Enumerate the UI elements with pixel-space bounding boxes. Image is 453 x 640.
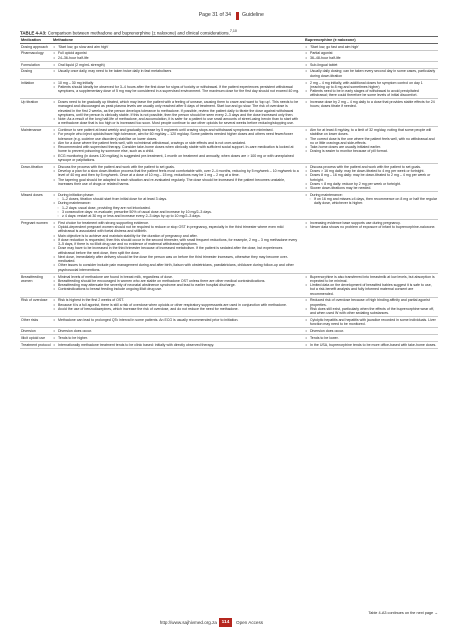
methadone-cell — [52, 220, 304, 273]
buprenorphine-cell — [304, 164, 438, 191]
bullet-item: • Doses > 16 mg daily: may be down-titrated to 4 mg per week or fortnight. — [305, 169, 437, 173]
bullet-list — [305, 51, 437, 60]
row-label: Missed doses — [21, 192, 43, 197]
methadone-cell — [52, 192, 304, 219]
bullet-item: • In the USA, buprenorphine tends to be more office-based with take-home doses. — [305, 343, 437, 347]
bullet-list — [53, 100, 300, 126]
table-caption-label: TABLE 4-A3: — [20, 30, 47, 36]
bullet-item: • Discuss the process with the patient and work with the patient to set goals. — [53, 165, 300, 169]
bullet-item: • ECG monitoring (in doses 120 mg/day) is suggested pre-treatment, 1 month on treatment and annually; when doses are > 100 mg or with unexplained syncope or palpitations. — [53, 154, 300, 163]
bullet-item: • Recommended with supervised therapy. Consider take-home doses when clinically stable with sufficient social support. In-care medication is locked at home to prevent poisoning by someone else, such as a child. — [53, 145, 300, 154]
bullet-list — [305, 45, 437, 49]
row-label: Risk of overdose — [21, 298, 48, 303]
bullet-item: • Full opioid agonist — [53, 51, 300, 55]
row-label: Formulation — [21, 62, 40, 67]
bullet-list — [53, 221, 300, 272]
bullet-list — [53, 318, 300, 322]
bullet-list — [305, 318, 437, 327]
buprenorphine-cell — [304, 69, 438, 79]
bullet-item: • 'Start low, go slow and aim high' — [53, 45, 300, 49]
table-row — [20, 164, 438, 192]
bullet-list — [53, 329, 300, 333]
row-label: Breastfeeding women — [21, 274, 43, 283]
row-label: Down-titration — [21, 164, 43, 169]
bullet-list — [53, 336, 300, 340]
buprenorphine-cell — [304, 127, 438, 163]
bullet-item: • Methadone can lead to prolonged QTc interval in some patients. An ECG is usually recommended prior to initiation. — [53, 318, 300, 322]
table-row — [20, 220, 438, 274]
bullet-item: • Increase dose by 2 mg – 4 mg daily to a dose that provides stable effects for 24 hours; doses titrate if needed. — [305, 100, 437, 109]
page-footer — [0, 618, 453, 630]
row-label: Initiation — [21, 80, 35, 85]
bullet-item: • Slower down-titrations may be needed. — [305, 186, 437, 190]
table-caption — [20, 29, 440, 35]
bullet-item: ◦ 1–2 days: usual dose, providing they are not intoxicated. — [53, 206, 300, 210]
table-row — [20, 99, 438, 127]
bullet-list — [53, 63, 300, 67]
bullet-list — [305, 298, 437, 315]
methadone-cell — [52, 328, 304, 334]
bullet-item: • Next dose, immediately after delivery should be the dose the person was on before the third trimester increases, otherwise they may become over-medicated. — [53, 255, 300, 264]
bullet-item: ◦ ≥ 4 days: restart at 30 mg or less and increase every 2–3 days by up to 10 mg/2–3 days. — [53, 214, 300, 218]
page-header — [0, 10, 453, 24]
buprenorphine-cell — [304, 192, 438, 219]
bullet-list — [305, 343, 437, 347]
bullet-item: • Risk is highest in the first 2 weeks of OST. — [53, 298, 300, 302]
page-number: 114 — [219, 618, 232, 627]
bullet-item: • Usually daily dosing; can be taken every second day in some cases, particularly during down-titration — [305, 69, 437, 78]
methadone-cell — [52, 335, 304, 341]
bullet-item: • Dosing is easier to monitor because of pill format. — [305, 149, 437, 153]
bullet-item: • Discuss process with the patient and work with the patient to set goals. — [305, 165, 437, 169]
bullet-item: • 36–48-hour half-life — [305, 56, 437, 60]
methadone-cell — [52, 127, 304, 163]
table-row — [20, 80, 438, 100]
bullet-item: • Sub-lingual tablet — [305, 63, 437, 67]
bullet-item: • Risk does still exist, particularly when the effects of the buprenorphine wear off, and when used W with other sedating substances. — [305, 307, 437, 316]
row-label: Dosing approach — [21, 44, 48, 49]
table-row — [20, 127, 438, 164]
bullet-item: • 'Start low, go fast and aim high' — [305, 45, 437, 49]
bullet-item: • Aim for a dose where the patient feels well, with no/minimal withdrawal, cravings or side effects and is not over-sedated. — [53, 141, 300, 145]
methadone-cell — [52, 164, 304, 191]
bullet-item: • Other issues to consider include pain management during and after birth, liaison with obstetricians, paediatricians, childcare during follow-up and other psychosocial interventions. — [53, 263, 300, 272]
methadone-cell — [52, 342, 304, 348]
bullet-item: • Minimal levels of methadone are found in breast milk, regardless of dose. — [53, 275, 300, 279]
methadone-cell — [52, 317, 304, 327]
comparison-table — [20, 36, 438, 349]
methadone-cell — [52, 44, 304, 50]
bullet-item: • The tapering goal should be adapted to each situation and re-evaluated regularly. The dose should be increased if the patient becomes unstable, increases their use of drugs or related harms. — [53, 178, 300, 187]
bullet-item: • Tends to be lower. — [305, 336, 437, 340]
row-label: Dosing — [21, 69, 33, 74]
bullet-list — [305, 69, 437, 78]
row-label: Up titration — [21, 100, 39, 105]
methadone-cell — [52, 51, 304, 61]
row-label: Illicit opioid use — [21, 335, 46, 340]
bullet-item: • Main objective is to achieve and maintain stability for the duration of pregnancy and after. — [53, 234, 300, 238]
page-indicator: Page 31 of 34 — [198, 12, 231, 18]
buprenorphine-cell — [304, 298, 438, 317]
buprenorphine-cell — [304, 274, 438, 297]
bullet-item: • Doses need to be gradually up titrated, which may leave the patient with a feeling of unease, causing them to crave and want to 'top up'. This needs to be managed and discouraged as peak plasma levels are usually only reached after 5 days of treatment. Start low and go slow. The risk of overdose is elevated in the first 2 weeks, as the person develops tolerance to methadone. If possible, review the patient daily to titrate the dose against withdrawal symptoms, until the person is clinically stable. If this is not possible, then the person should be seen every 2–3 days and the dose increased only then. — [53, 100, 300, 117]
column-header-methadone: Methadone — [53, 37, 74, 42]
table-row — [20, 69, 438, 80]
bullet-list — [305, 336, 437, 340]
buprenorphine-cell — [304, 99, 438, 126]
bullet-list — [53, 81, 300, 94]
bullet-list — [305, 275, 437, 296]
bullet-item: • Contraindications to breast feeding include ongoing illicit drug use. — [53, 287, 300, 291]
bullet-item: • Partial agonist — [305, 51, 437, 55]
table-row — [20, 274, 438, 298]
bullet-item: • Usually once daily, may need to be taken twice daily in fast metabolisers — [53, 69, 300, 73]
bullet-item: • Because it is a full agonist, there is still a risk of overdose when opioids or other respiratory suppressants are used in conjunction with methadone. — [53, 303, 300, 307]
bullet-item: • The correct dose is the one where the patient feels well, with no withdrawal and no or little cravings and side-effects. — [305, 137, 437, 146]
bullet-list — [53, 165, 300, 186]
open-access-label: Open Access — [236, 620, 264, 625]
bullet-item: • Continue to see patient at least weekly and gradually increase by 5 mg/week until craving stops and withdrawal symptoms are minimised. — [53, 128, 300, 132]
bullet-list — [53, 69, 300, 73]
buprenorphine-cell — [304, 220, 438, 273]
buprenorphine-cell — [304, 335, 438, 341]
table-header-row — [20, 37, 438, 44]
methadone-cell — [52, 62, 304, 68]
bullet-item: • First choice for treatment with strong supporting evidence. — [53, 221, 300, 225]
buprenorphine-cell — [304, 62, 438, 68]
methadone-cell — [52, 298, 304, 317]
bullet-item: • Doses 8 mg – 16 mg daily: may be down-titrated to 2 mg – 4 mg per week or fortnight. — [305, 173, 437, 182]
table-row — [20, 62, 438, 69]
table-caption-text: Comparison between methadone and buprenorphine (± naloxone) and clinical considerations. — [47, 30, 230, 36]
bullet-item: • Newer data shows no problem of exposure of infant to buprenorphine-naloxone. — [305, 225, 437, 229]
bullet-item: • Reduced risk of overdose because of high binding affinity and partial agonist properties. — [305, 298, 437, 307]
bullet-item: • Increasing evidence base supports use during pregnancy. — [305, 221, 437, 225]
bullet-item: • For people who inject opioids/have high tolerance, aim for 60 mg/day – 120 mg/day. Some patients needed higher doses and others need fewer/lower tolerance (e.g. codeine use disorders) stabilise on lower doses. — [53, 132, 300, 141]
methadone-cell — [52, 274, 304, 297]
bullet-item: • Patients should ideally be observed for 3–4 hours after the first dose for signs of toxicity or withdrawal. If the patient experiences persistent withdrawal symptoms, a supplementary dose of 5 mg may be considered in a supervised environment. The maximum dose for the first day should not exceed 40 mg. — [53, 85, 300, 94]
bullet-item: • Breastfeeding should be encouraged in women who are stable on methadone OST unless there are other medical contraindications. — [53, 279, 300, 283]
bullet-list — [305, 100, 437, 109]
bullet-item: • 10 mg – 30 mg initially — [53, 81, 300, 85]
table-row — [20, 192, 438, 220]
row-label: Diversion — [21, 329, 36, 334]
bullet-item: • Doses < 8 mg daily: reduce by 2 mg per week or fortnight. — [305, 182, 437, 186]
bullet-item: • Diversion does occur. — [305, 329, 437, 333]
section-label: Guideline — [242, 12, 264, 18]
header-divider — [236, 12, 239, 20]
table-row — [20, 328, 438, 335]
bullet-item: • If dose reduction is requested, then this should occur in the second trimester, with small frequent reductions, for example, 2 mg – 3 mg methadone every 3–5 days, if there is no illicit drug use and no evidence of maternal withdrawal symptoms. — [53, 238, 300, 247]
bullet-list — [53, 275, 300, 292]
buprenorphine-cell — [304, 342, 438, 348]
buprenorphine-cell — [304, 328, 438, 334]
bullet-item: • Cytolytic hepatitis and hepatitis with jaundice recorded in some individuals. Liver function may need to be monitored. — [305, 318, 437, 327]
bullet-item: • 2 mg – 4 mg initially, with additional doses for symptom control on day 1 (reaching up to 8 mg and sometimes higher) — [305, 81, 437, 90]
bullet-list — [305, 128, 437, 154]
bullet-list — [53, 343, 300, 347]
row-label: Treatment protocol — [21, 342, 51, 347]
journal-url[interactable]: http://www.sajhivmed.org.za — [159, 620, 217, 625]
row-label: Other risks — [21, 318, 39, 323]
bullet-item: • During maintenance: — [305, 193, 437, 197]
row-label: Pharmacology — [21, 51, 44, 56]
table-row — [20, 298, 438, 318]
table-row — [20, 335, 438, 342]
row-label: Pregnant women — [21, 220, 48, 225]
bullet-item: • Oral liquid (2 mg/mL strength) — [53, 63, 300, 67]
bullet-item: • Note: As a result of the long half-life of methadone, and accumulation, it is safer for a patient to use small amounts of street-using heroin than to start with a methadone dose that is too high or is increased too soon. Most people continue to use other opioids for several weeks before reducing/stopping use. — [53, 117, 300, 126]
bullet-item: • Breastfeeding may attenuate the severity of neonatal abstinence syndrome and lead to earlier hospital discharge. — [53, 283, 300, 287]
bullet-list — [53, 45, 300, 49]
bullet-item: • Dose may have to be increased in the third trimester because of increased metabolism. If the patient is sedated after the dose, but experiences withdrawal before the next dose, then split the dose. — [53, 246, 300, 255]
column-header-buprenorphine: Buprenorphine (± naloxone) — [305, 37, 356, 42]
column-header-medication: Medication — [21, 37, 41, 42]
bullet-item: ◦ 3 consecutive days: re-evaluate; prescribe 50% of usual dose and increase by 10 mg/2–3 days. — [53, 210, 300, 214]
methadone-cell — [52, 69, 304, 79]
bullet-list — [53, 298, 300, 311]
bullet-list — [305, 81, 437, 98]
buprenorphine-cell — [304, 44, 438, 50]
bullet-item: • Opioid-dependent pregnant women should not be required to reduce or stop OST in pregnancy, especially in the third trimester where even mild withdrawal is associated with foetal distress and stillbirth. — [53, 225, 300, 234]
bullet-item: • Internationally methadone treatment tends to be clinic based: initially with directly observed therapy. — [53, 343, 300, 347]
bullet-list — [305, 193, 437, 206]
bullet-item: • Avoid the use of benzodiazepines, which increase the risk of overdose, and do not reduce the need for methadone. — [53, 307, 300, 311]
bullet-list — [53, 128, 300, 162]
table-continued-note: Table 4-A3 continues on the next page → — [368, 611, 438, 615]
bullet-list — [305, 221, 437, 230]
bullet-list — [305, 165, 437, 191]
bullet-item: • During maintenance: — [53, 201, 300, 205]
bullet-item: • 24–36-hour half-life — [53, 56, 300, 60]
bullet-item: • Take-home doses are usually initiated earlier. — [305, 145, 437, 149]
table-caption-ref: 7,10 — [229, 29, 237, 33]
bullet-list — [305, 329, 437, 333]
bullet-item: • Aim for at least 8 mg/day, to a limit of 32 mg/day, noting that some people will stabilise on lower doses. — [305, 128, 437, 137]
table-row — [20, 342, 438, 349]
methadone-cell — [52, 80, 304, 99]
bullet-item: • Diversion does occur. — [53, 329, 300, 333]
bullet-list — [53, 193, 300, 219]
bullet-item: • Buprenorphine is also transferred into breastmilk at low levels, but absorption is expected to be minimal. — [305, 275, 437, 284]
bullet-item: ◦ If on 16 mg and misses ≥4 days, then recommence on 8 mg or half the regular daily dose, whichever is higher. — [305, 197, 437, 206]
bullet-list — [53, 51, 300, 60]
bullet-item: • Tends to be higher. — [53, 336, 300, 340]
bullet-list — [305, 63, 437, 67]
buprenorphine-cell — [304, 317, 438, 327]
table-row — [20, 317, 438, 328]
table-row — [20, 51, 438, 62]
methadone-cell — [52, 99, 304, 126]
bullet-item: • Limited data on the development of breastfed babies suggest it is safe to use, but a risk-benefit analysis and fully informed maternal consent are recommended. — [305, 283, 437, 296]
table-body — [20, 44, 438, 349]
buprenorphine-cell — [304, 80, 438, 99]
buprenorphine-cell — [304, 51, 438, 61]
row-label: Maintenance — [21, 128, 42, 133]
table-row — [20, 44, 438, 51]
bullet-item: • Develop a plan for a slow down-titration process that the patient feels most comfortable with, over 2–4 months, reducing by 5 mg/week – 10 mg/week to a level of 40 mg and then by 5 mg/week. Once at a dose of 10 mg – 15 mg, reductions may be 1 mg – 2 mg at a time. — [53, 169, 300, 178]
bullet-item: ◦ 1–2 doses, titration should start from initial dose for at least 3 days. — [53, 197, 300, 201]
bullet-item: • Patients need to be in early stages of withdrawal to avoid precipitated withdrawal; there could therefore be some levels of initial discomfort. — [305, 89, 437, 98]
bullet-item: • During initiation phase: — [53, 193, 300, 197]
